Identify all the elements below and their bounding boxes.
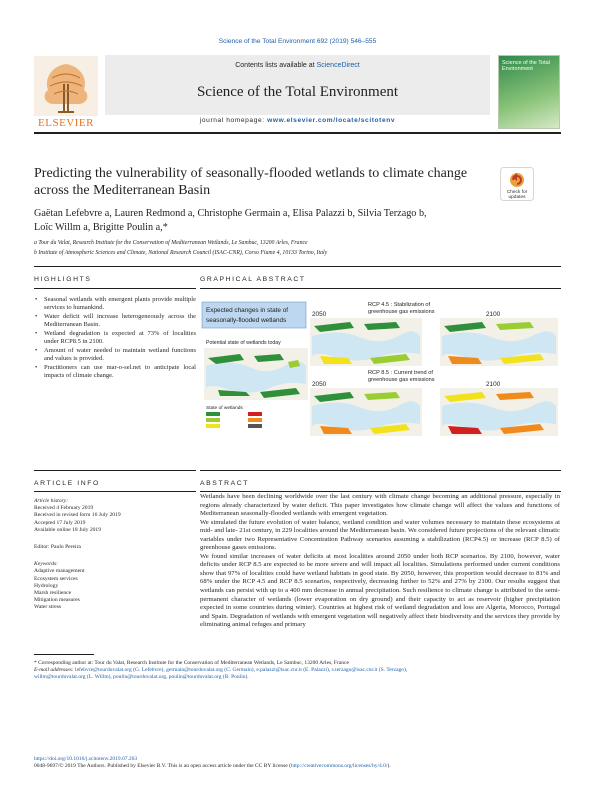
legend-swatch-lost — [248, 412, 262, 416]
contents-prefix: Contents lists available at — [235, 62, 317, 69]
ga-rcp85-line2: greenhouse gas emissions — [368, 377, 435, 383]
highlight-item: • Practitioners can use mar-o-sel.net to anticipate local impacts of climate change. — [34, 364, 196, 380]
publisher-name: ELSEVIER — [38, 117, 94, 129]
map-today — [204, 348, 308, 400]
check-for-updates-icon[interactable] — [500, 167, 534, 201]
journal-cover-title: Science of the Total Environment — [502, 60, 550, 73]
email-links-line2[interactable]: willm@tourduvalat.org (L. Willm), poulin@tourduvalat.org, poulin@tourduvalat.org (B. Poulin). — [34, 674, 249, 681]
homepage-link[interactable]: www.elsevier.com/locate/scitotenv — [267, 117, 396, 124]
map-rcp85-2100 — [440, 388, 558, 436]
abstract-paragraph: Wetlands have been declining worldwide over the last century with climate change becoming an additional pressure, especially in regions already characterized by water deficit. This paper investigates how climate change will affect the values and functions of Mediterranean seasonally-flooded wetlands with emergent vegetation. — [200, 493, 560, 518]
highlight-item: • Amount of water needed to maintain wetland functions and values is provided. — [34, 347, 196, 363]
keyword: Ecosystem services — [34, 575, 78, 582]
map-rcp45-2050 — [310, 318, 422, 366]
graphical-abstract-rule — [200, 288, 561, 289]
graphical-abstract-heading: GRAPHICAL ABSTRACT — [200, 276, 306, 283]
doi-block — [34, 756, 561, 771]
ga-title-line1: Expected changes in state of — [206, 307, 289, 314]
legend-swatch-other — [248, 424, 262, 428]
abstract-paragraph: We simulated the future evolution of water balance, wetland condition and water volumes necessary to maintain these ecosystems at mid- and late- 21st century, in 229 localities around the Mediterranean basin. We considered future projections of the relevant climatic variables under two Representative Concentration Pathway scenarios assuming a stabilization (RCP4.5) or increase (RCP 8.5) of greenhouse gases emissions. — [200, 518, 560, 552]
footnote — [34, 660, 561, 682]
article-info-top-rule — [34, 470, 196, 471]
abstract-paragraph: We found similar increases of water deficits at most localities around 2050 under both RCP scenarios. By 2100, however, water deficits under RCP 8.5 are expected to be more severe and will impact all localities. Simulations performed under current conditions show that 97% of localities could have wetland habitats in good state. By 2050, however, this proportion would decrease to 81% and 68% under the RCP 4.5 and RCP 8.5 scenarios, respectively, decreasing further to 52% and 27% by 2100. Our results suggest that wetlands can persist with up to a 400 mm decrease in annual precipitation. Such resilience to climate change is attributed to the semi-permanent character of wetlands (lower evaporation on dry ground) and their capacity to act as reservoir (higher precipitation expected in some countries during winter). Countries at highest risk of wetland degradation and loss are Algeria, Morocco, Portugal and Spain. Degradation of wetlands with emergent vegetation will negatively affect their biodiversity and the services they provide by eliminating animal refuges and primary — [200, 552, 560, 629]
journal-homepage — [105, 117, 490, 124]
abstract-top-rule — [200, 470, 561, 471]
sciencedirect-link[interactable]: ScienceDirect — [316, 62, 360, 69]
history-item: Accepted 17 July 2019 — [34, 519, 86, 526]
history-item: Received in revised form 16 July 2019 — [34, 512, 121, 519]
keyword: Water stress — [34, 604, 62, 611]
history-label: Article history: — [34, 498, 69, 504]
corresponding-author: * Corresponding author at: Tour du Valat, Research Institute for the Conservation of Mediterranean Wetlands, Le Sambuc, 13200 Arles, France — [34, 660, 349, 666]
abstract-heading: ABSTRACT — [200, 480, 250, 487]
journal-reference-link[interactable]: Science of the Total Environment 692 (2019) 546–555 — [218, 38, 377, 45]
copyright-suffix: ). — [387, 763, 391, 770]
badge-line2: updates — [508, 195, 526, 200]
ga-year-2050-top: 2050 — [312, 311, 327, 318]
doi-link[interactable]: https://doi.org/10.1016/j.scitotenv.2019.07.263 — [34, 756, 138, 762]
article-title: Predicting the vulnerability of seasonally-flooded wetlands to climate change across the Mediterranean Basin — [34, 166, 468, 198]
ga-title-line2: seasonally-flooded wetlands — [206, 317, 287, 324]
affiliation-b: b Institute of Atmospheric Sciences and Climate, National Research Council (ISAC-CNR), Corso Fiume 4, 10133 Torino, Italy — [34, 250, 328, 256]
author-list — [34, 207, 494, 235]
keyword: Hydrology — [34, 582, 59, 589]
highlights-heading: HIGHLIGHTS — [34, 276, 92, 283]
keywords-label: Keywords: — [34, 561, 59, 568]
copyright-prefix: 0048-9697/© 2019 The Authors. Published by Elsevier B.V. This is an open access article under the CC BY license ( — [34, 763, 291, 770]
keyword: Adaptive management — [34, 568, 85, 575]
header-rule — [34, 132, 561, 134]
ga-today-label: Potential state of wetlands today — [206, 340, 281, 346]
highlight-item: • Seasonal wetlands with emergent plants provide multiple services to humankind. — [34, 296, 196, 312]
ga-year-2050-bottom: 2050 — [312, 381, 327, 388]
ga-rcp45-line2: greenhouse gas emissions — [368, 309, 435, 315]
license-link[interactable]: http://creativecommons.org/licenses/by/4.0/ — [290, 763, 388, 770]
email-label: E-mail addresses: — [34, 667, 76, 674]
contents-available — [105, 62, 490, 69]
keyword: Mitigation measures — [34, 597, 80, 604]
map-rcp45-2100 — [440, 318, 558, 366]
journal-title[interactable]: Science of the Total Environment — [196, 84, 399, 100]
history-item: Received 4 February 2019 — [34, 505, 94, 512]
article-info-rule — [34, 491, 196, 492]
affiliation-rule — [34, 266, 561, 267]
legend-swatch-poor — [206, 424, 220, 428]
affiliation-a: a Tour du Valat, Research Institute for the Conservation of Mediterranean Wetlands, Le Sambuc, 13200 Arles, France — [34, 240, 308, 246]
editor: Editor: Paulo Pereira — [34, 544, 81, 551]
graphical-abstract-figure[interactable] — [200, 296, 560, 438]
highlight-item: • Water deficit will increase heterogeneously across the Mediterranean Basin. — [34, 313, 196, 329]
keyword: Marsh resilience — [34, 590, 72, 597]
ga-year-2100-bottom: 2100 — [486, 381, 501, 388]
ga-rcp85-line1: RCP 8.5 : Current trend of — [368, 370, 433, 376]
legend-swatch-degraded — [248, 418, 262, 422]
ga-rcp45-line1: RCP 4.5 : Stabilization of — [368, 302, 431, 308]
article-info — [34, 498, 194, 612]
footnote-rule — [34, 654, 94, 655]
map-rcp85-2050 — [310, 388, 422, 436]
authors-line2[interactable]: Loïc Willm a, Brigitte Poulin a,* — [34, 222, 168, 233]
ga-legend-title: State of wetlands — [206, 406, 243, 411]
history-item: Available online 18 July 2019 — [34, 526, 102, 533]
highlight-item: • Wetland degradation is expected at 73% of localities under RCP8.5 in 2100. — [34, 330, 196, 346]
homepage-prefix: journal homepage: — [199, 117, 268, 124]
ga-year-2100-top: 2100 — [486, 311, 501, 318]
legend-swatch-good — [206, 412, 220, 416]
highlights-list — [34, 296, 196, 381]
copyright-line — [34, 763, 561, 770]
badge-line1: Check for — [506, 190, 528, 195]
legend-swatch-moderate — [206, 418, 220, 422]
authors-line1[interactable]: Gaëtan Lefebvre a, Lauren Redmond a, Christophe Germain a, Elisa Palazzi b, Silvia Terzago b, — [34, 208, 427, 219]
email-links-line1[interactable]: lefebvre@tourduvalat.org (G. Lefebvre), germain@tourduvalat.org (C. Germain), e.palazzi@isac.cnr.it (E. Palazzi), s.terzago@isac.cnr.it (S. Terzago), — [75, 667, 408, 674]
abstract-body — [200, 493, 560, 630]
article-info-heading: ARTICLE INFO — [34, 480, 100, 487]
abstract-rule — [200, 491, 561, 492]
highlights-rule — [34, 288, 196, 289]
